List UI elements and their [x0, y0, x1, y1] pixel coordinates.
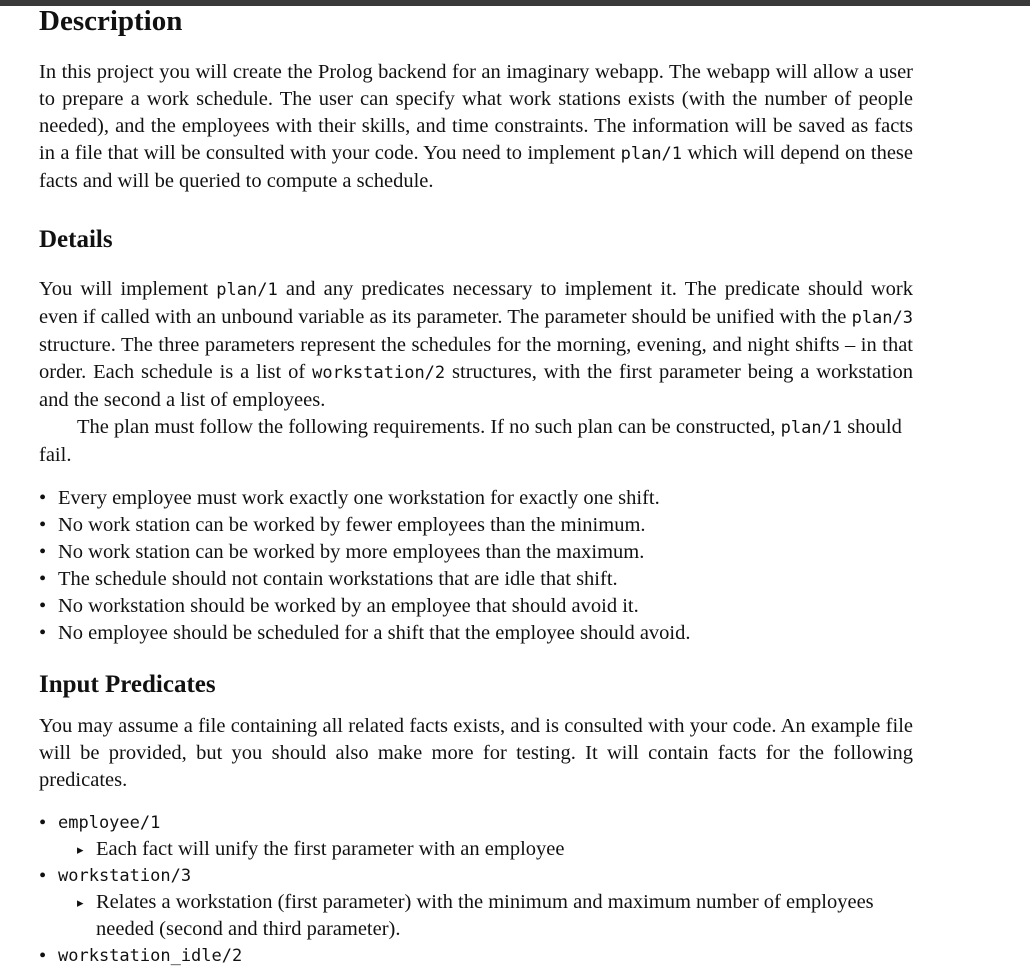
- description-paragraph: [39, 59, 913, 195]
- sub-list-item: ▸ Each fact will unify the first parameter with an employee: [77, 836, 913, 863]
- details-text-a: You will implement: [39, 278, 217, 300]
- input-predicates-heading: Input Predicates: [39, 671, 216, 698]
- requirements-list: [39, 485, 913, 647]
- sub-list: [77, 836, 913, 863]
- input-predicates-paragraph: You may assume a file containing all related facts exists, and is consulted with your code. An example file will be provided, but you should also make more for testing. It will contain facts for the following predicates.: [39, 715, 913, 791]
- description-heading: Description: [39, 5, 183, 37]
- list-item: • Every employee must work exactly one workstation for exactly one shift.: [39, 485, 913, 512]
- details-heading: Details: [39, 226, 113, 253]
- details-text-d: structures, with the first parameter being a workstation and the second a list of employees.: [39, 361, 913, 411]
- code-plan-1: plan/1: [780, 418, 843, 438]
- code-plan-1: plan/1: [620, 144, 683, 164]
- predicate-name: • workstation/3: [58, 866, 192, 886]
- predicate-name: • employee/1: [58, 813, 161, 833]
- list-item: [39, 863, 913, 943]
- list-item: [39, 810, 913, 863]
- predicate-name: • workstation_idle/2: [58, 946, 243, 966]
- details-text-c: structure. The three parameters represent the schedules for the morning, evening, and night shifts – in that order. Each schedule is a list of: [39, 334, 913, 383]
- code-plan-3: plan/3: [851, 308, 913, 328]
- details-text-e: The plan must follow the following requirements. If no such plan can be constructed,: [77, 416, 781, 438]
- predicates-list: [39, 810, 913, 969]
- list-item: • No work station can be worked by fewer employees than the minimum.: [39, 512, 913, 539]
- list-item: • The schedule should not contain workstations that are idle that shift.: [39, 566, 913, 593]
- details-text-f: should fail.: [39, 416, 902, 466]
- list-item: • No employee should be scheduled for a shift that the employee should avoid.: [39, 620, 913, 647]
- description-text-2: which will depend on these facts and will be queried to compute a schedule.: [39, 142, 913, 192]
- list-item: • No work station can be worked by more employees than the maximum.: [39, 539, 913, 566]
- sub-list-item: ▸ Relates a workstation (first parameter) with the minimum and maximum number of employees needed (second and third parameter).: [77, 889, 913, 943]
- description-text-1: In this project you will create the Prolog backend for an imaginary webapp. The webapp will allow a user to prepare a work schedule. The user can specify what work stations exists (with the number of people needed), and the employees with their skills, and time constraints. The information will be saved as facts in a file that will be consulted with your code. You need to implement: [39, 61, 913, 164]
- sub-list: [77, 889, 913, 943]
- document-page: [39, 0, 913, 969]
- list-item: [39, 943, 913, 969]
- details-text-b: and any predicates necessary to implement it. The predicate should work even if called with an unbound variable as its parameter. The parameter should be unified with the: [39, 278, 913, 328]
- list-item: • No workstation should be worked by an employee that should avoid it.: [39, 593, 913, 620]
- code-plan-1: plan/1: [216, 280, 278, 300]
- code-workstation-2: workstation/2: [312, 363, 446, 383]
- details-paragraph-2: [39, 414, 913, 469]
- details-paragraph-1: [39, 276, 913, 414]
